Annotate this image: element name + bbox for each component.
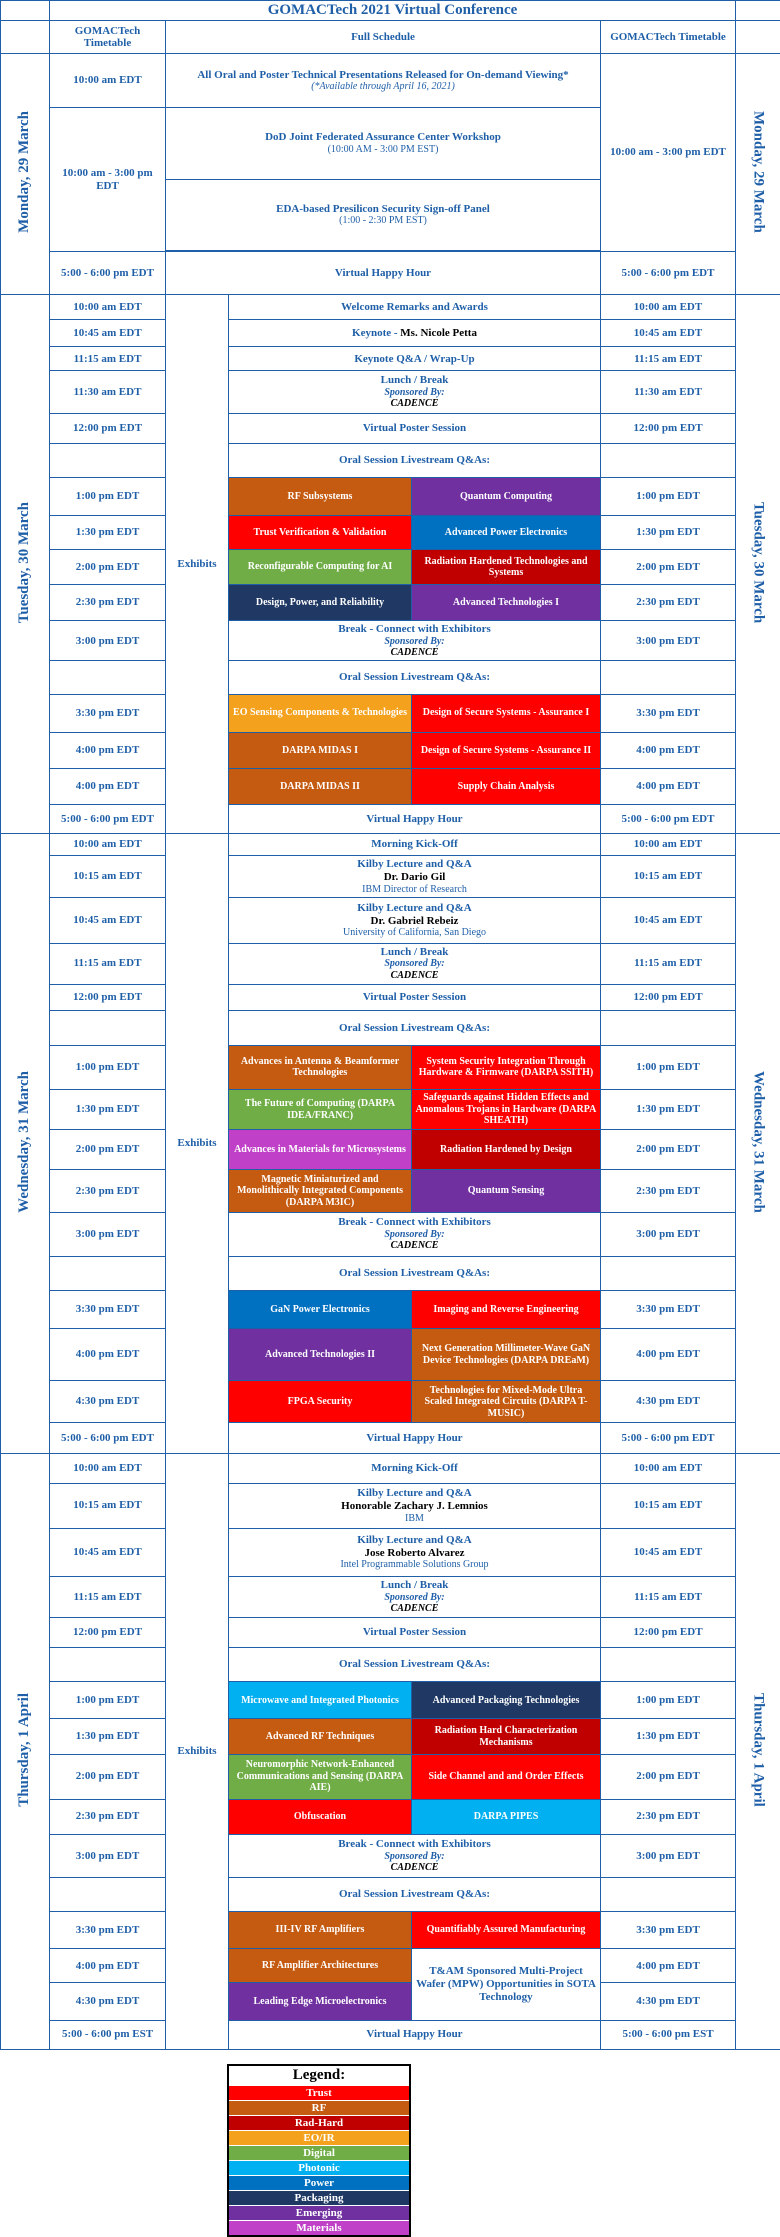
session-trust: Imaging and Reverse Engineering xyxy=(412,1290,601,1328)
session-radhard: Radiation Hardened by Design xyxy=(412,1130,601,1170)
exhibits-cell: Exhibits xyxy=(166,1454,229,2050)
speaker-org: IBM xyxy=(232,1513,597,1525)
time-cell-right: 1:00 pm EDT xyxy=(601,1682,736,1719)
section-header: Oral Session Livestream Q&As: xyxy=(229,1878,601,1912)
header-timetable-left: GOMACTech Timetable xyxy=(50,21,166,54)
time-cell: 2:00 pm EDT xyxy=(50,550,166,585)
event-cell: Kilby Lecture and Q&A Dr. Gabriel Rebeiz University of California, San Diego xyxy=(229,898,601,943)
event-title: DoD Joint Federated Assurance Center Workshop xyxy=(265,131,501,143)
time-cell-right: 11:30 am EDT xyxy=(601,371,736,413)
event-cell: Lunch / Break Sponsored By: CADENCE xyxy=(229,1576,601,1617)
time-cell-right: 5:00 - 6:00 pm EDT xyxy=(601,805,736,834)
time-cell-right: 10:00 am - 3:00 pm EDT xyxy=(601,54,736,252)
event-cell: Keynote - Ms. Nicole Petta xyxy=(229,320,601,347)
event-cell xyxy=(166,179,601,250)
time-cell-right: 2:00 pm EDT xyxy=(601,1130,736,1170)
session-trust: Safeguards against Hidden Effects and Anomalous Trojans in Hardware (DARPA SHEATH) xyxy=(412,1090,601,1130)
time-cell-empty xyxy=(601,1648,736,1682)
session-rf: Advanced RF Techniques xyxy=(229,1719,412,1754)
day-label-thursday-left: Thursday, 1 April xyxy=(1,1454,50,2050)
page-title: GOMACTech 2021 Virtual Conference xyxy=(50,1,736,21)
session-trust: Supply Chain Analysis xyxy=(412,768,601,804)
time-cell: 10:00 am EDT xyxy=(50,295,166,320)
event-cell: Virtual Happy Hour xyxy=(229,805,601,834)
right-margin-cell xyxy=(736,1,780,21)
time-cell: 2:30 pm EDT xyxy=(50,1799,166,1834)
time-cell: 3:00 pm EDT xyxy=(50,1834,166,1877)
header-spacer-left xyxy=(1,21,50,54)
legend-item-photonic: Photonic xyxy=(228,2161,410,2176)
time-cell: 12:00 pm EDT xyxy=(50,1618,166,1648)
legend-item-materials: Materials xyxy=(228,2221,410,2237)
header-timetable-right: GOMACTech Timetable xyxy=(601,21,736,54)
time-cell: 10:00 am - 3:00 pm EDT xyxy=(50,108,166,252)
time-cell: 4:00 pm EDT xyxy=(50,768,166,804)
time-cell-right: 3:00 pm EDT xyxy=(601,621,736,661)
event-cell: Virtual Poster Session xyxy=(229,413,601,443)
time-cell-right: 3:00 pm EDT xyxy=(601,1212,736,1256)
event-cell xyxy=(166,54,601,108)
time-cell-empty xyxy=(601,1256,736,1290)
time-cell: 10:45 am EDT xyxy=(50,898,166,943)
session-digital: Neuromorphic Network-Enhanced Communications and Sensing (DARPA AIE) xyxy=(229,1754,412,1799)
event-title: EDA-based Presilicon Security Sign-off Panel xyxy=(276,203,490,215)
legend-title: Legend: xyxy=(228,2065,410,2086)
speaker-name: Dr. Dario Gil xyxy=(232,871,597,884)
session-trust: Trust Verification & Validation xyxy=(229,515,412,549)
session-materials: Advances in Materials for Microsystems xyxy=(229,1130,412,1170)
event-cell: Break - Connect with Exhibitors Sponsored By: CADENCE xyxy=(229,621,601,661)
time-cell: 4:00 pm EDT xyxy=(50,1328,166,1380)
exhibits-cell: Exhibits xyxy=(166,834,229,1454)
event-cell: Keynote Q&A / Wrap-Up xyxy=(229,347,601,371)
header-full-schedule: Full Schedule xyxy=(166,21,601,54)
speaker-org: University of California, San Diego xyxy=(232,927,597,939)
session-emerging: Quantum Computing xyxy=(412,477,601,515)
day-label-monday-left: Monday, 29 March xyxy=(1,54,50,295)
legend-item-radhard: Rad-Hard xyxy=(228,2116,410,2131)
section-header: Oral Session Livestream Q&As: xyxy=(229,661,601,694)
time-cell-right: 4:30 pm EDT xyxy=(601,1381,736,1423)
session-photonic: Microwave and Integrated Photonics xyxy=(229,1682,412,1719)
time-cell: 5:00 - 6:00 pm EST xyxy=(50,2020,166,2049)
speaker-org: IBM Director of Research xyxy=(232,884,597,896)
time-cell: 1:00 pm EDT xyxy=(50,477,166,515)
day-label-tuesday-right: Tuesday, 30 March xyxy=(736,295,780,834)
day-label-wednesday-right: Wednesday, 31 March xyxy=(736,834,780,1454)
speaker-name: Ms. Nicole Petta xyxy=(400,327,477,339)
session-rf: Next Generation Millimeter-Wave GaN Device Technologies (DARPA DREaM) xyxy=(412,1328,601,1380)
event-cell: Lunch / Break Sponsored By: CADENCE xyxy=(229,371,601,413)
time-cell: 4:00 pm EDT xyxy=(50,732,166,768)
sponsor-name: CADENCE xyxy=(232,398,597,410)
time-cell: 10:00 am EDT xyxy=(50,1454,166,1483)
speaker-name: Jose Roberto Alvarez xyxy=(232,1547,597,1560)
event-cell xyxy=(166,108,601,179)
time-cell-right: 4:30 pm EDT xyxy=(601,1983,736,2020)
time-cell-right: 1:30 pm EDT xyxy=(601,1090,736,1130)
time-cell-right: 4:00 pm EDT xyxy=(601,1949,736,1983)
sponsor-name: CADENCE xyxy=(232,970,597,982)
time-cell-right: 10:00 am EDT xyxy=(601,834,736,856)
time-cell: 10:45 am EDT xyxy=(50,1528,166,1576)
day-label-wednesday-left: Wednesday, 31 March xyxy=(1,834,50,1454)
time-cell: 1:30 pm EDT xyxy=(50,1090,166,1130)
event-time: (10:00 AM - 3:00 PM EST) xyxy=(169,144,597,156)
time-cell-empty xyxy=(601,1010,736,1045)
time-cell-right: 10:45 am EDT xyxy=(601,898,736,943)
event-cell: Kilby Lecture and Q&A Honorable Zachary J. Lemnios IBM xyxy=(229,1483,601,1528)
time-cell-right: 3:30 pm EDT xyxy=(601,1912,736,1949)
sponsor-name: CADENCE xyxy=(232,647,597,659)
time-cell: 3:30 pm EDT xyxy=(50,1290,166,1328)
time-cell: 1:30 pm EDT xyxy=(50,515,166,549)
time-cell-right: 10:45 am EDT xyxy=(601,1528,736,1576)
time-cell: 11:30 am EDT xyxy=(50,371,166,413)
time-cell-right: 1:30 pm EDT xyxy=(601,1719,736,1754)
section-header: Oral Session Livestream Q&As: xyxy=(229,443,601,477)
event-cell: Kilby Lecture and Q&A Dr. Dario Gil IBM Director of Research xyxy=(229,856,601,898)
time-cell-empty xyxy=(50,1256,166,1290)
time-cell: 10:15 am EDT xyxy=(50,1483,166,1528)
time-cell: 10:45 am EDT xyxy=(50,320,166,347)
time-cell: 10:00 am EDT xyxy=(50,834,166,856)
session-trust: Design of Secure Systems - Assurance II xyxy=(412,732,601,768)
event-title: All Oral and Poster Technical Presentations Released for On-demand Viewing* xyxy=(197,69,568,81)
time-cell: 3:30 pm EDT xyxy=(50,1912,166,1949)
time-cell-right: 12:00 pm EDT xyxy=(601,413,736,443)
event-cell: Virtual Happy Hour xyxy=(166,251,601,294)
event-cell: Break - Connect with Exhibitors Sponsored By: CADENCE xyxy=(229,1212,601,1256)
header-spacer-right xyxy=(736,21,780,54)
speaker-name: Dr. Gabriel Rebeiz xyxy=(232,915,597,928)
event-cell: Lunch / Break Sponsored By: CADENCE xyxy=(229,943,601,984)
time-cell-right: 2:30 pm EDT xyxy=(601,1170,736,1212)
time-cell-empty xyxy=(50,661,166,694)
time-cell: 11:15 am EDT xyxy=(50,347,166,371)
event-time: (1:00 - 2:30 PM EST) xyxy=(169,215,597,227)
session-rf: DARPA MIDAS I xyxy=(229,732,412,768)
session-white: T&AM Sponsored Multi-Project Wafer (MPW) Opportunities in SOTA Technology xyxy=(412,1949,601,2020)
time-cell-right: 1:30 pm EDT xyxy=(601,515,736,549)
time-cell-right: 5:00 - 6:00 pm EST xyxy=(601,2020,736,2049)
legend-item-trust: Trust xyxy=(228,2086,410,2101)
sponsor-name: CADENCE xyxy=(232,1240,597,1252)
session-photonic: DARPA PIPES xyxy=(412,1799,601,1834)
session-rf: III-IV RF Amplifiers xyxy=(229,1912,412,1949)
session-rf: DARPA MIDAS II xyxy=(229,768,412,804)
time-cell: 1:00 pm EDT xyxy=(50,1682,166,1719)
session-emerging: Advanced Technologies II xyxy=(229,1328,412,1380)
session-digital: Reconfigurable Computing for AI xyxy=(229,550,412,585)
time-cell: 1:00 pm EDT xyxy=(50,1045,166,1089)
time-cell-right: 3:30 pm EDT xyxy=(601,694,736,732)
time-cell-empty xyxy=(50,1878,166,1912)
time-cell: 5:00 - 6:00 pm EDT xyxy=(50,1423,166,1454)
time-cell-right: 3:00 pm EDT xyxy=(601,1834,736,1877)
time-cell-right: 2:30 pm EDT xyxy=(601,1799,736,1834)
time-cell-right: 1:00 pm EDT xyxy=(601,1045,736,1089)
time-cell-empty xyxy=(601,443,736,477)
session-eoir: EO Sensing Components & Technologies xyxy=(229,694,412,732)
time-cell-empty xyxy=(601,1878,736,1912)
speaker-org: Intel Programmable Solutions Group xyxy=(232,1559,597,1571)
exhibits-cell: Exhibits xyxy=(166,295,229,834)
time-cell-right: 3:30 pm EDT xyxy=(601,1290,736,1328)
time-cell-right: 1:00 pm EDT xyxy=(601,477,736,515)
session-rf: RF Subsystems xyxy=(229,477,412,515)
session-radhard: Radiation Hard Characterization Mechanisms xyxy=(412,1719,601,1754)
time-cell: 12:00 pm EDT xyxy=(50,984,166,1010)
time-cell: 4:00 pm EDT xyxy=(50,1949,166,1983)
event-cell: Morning Kick-Off xyxy=(229,1454,601,1483)
time-cell: 2:00 pm EDT xyxy=(50,1130,166,1170)
event-note: (*Available through April 16, 2021) xyxy=(169,81,597,93)
time-cell-right: 10:15 am EDT xyxy=(601,856,736,898)
session-rf: RF Amplifier Architectures xyxy=(229,1949,412,1983)
time-cell-empty xyxy=(50,443,166,477)
session-power: Advanced Power Electronics xyxy=(412,515,601,549)
left-margin-cell xyxy=(1,1,50,21)
day-label-tuesday-left: Tuesday, 30 March xyxy=(1,295,50,834)
time-cell: 5:00 - 6:00 pm EDT xyxy=(50,251,166,294)
legend xyxy=(227,2064,411,2237)
session-trust: Quantifiably Assured Manufacturing xyxy=(412,1912,601,1949)
time-cell-right: 12:00 pm EDT xyxy=(601,1618,736,1648)
event-cell: Virtual Poster Session xyxy=(229,1618,601,1648)
time-cell: 2:30 pm EDT xyxy=(50,1170,166,1212)
session-packaging: Advanced Packaging Technologies xyxy=(412,1682,601,1719)
time-cell-right: 2:00 pm EDT xyxy=(601,1754,736,1799)
section-header: Oral Session Livestream Q&As: xyxy=(229,1010,601,1045)
session-trust: Design of Secure Systems - Assurance I xyxy=(412,694,601,732)
session-trust: FPGA Security xyxy=(229,1381,412,1423)
event-cell: Virtual Happy Hour xyxy=(229,1423,601,1454)
time-cell: 3:30 pm EDT xyxy=(50,694,166,732)
time-cell: 2:30 pm EDT xyxy=(50,585,166,621)
time-cell-right: 4:00 pm EDT xyxy=(601,768,736,804)
time-cell: 10:15 am EDT xyxy=(50,856,166,898)
session-digital: The Future of Computing (DARPA IDEA/FRANC) xyxy=(229,1090,412,1130)
time-cell-right: 5:00 - 6:00 pm EDT xyxy=(601,1423,736,1454)
event-cell: Welcome Remarks and Awards xyxy=(229,295,601,320)
time-cell-right: 5:00 - 6:00 pm EDT xyxy=(601,251,736,294)
time-cell: 10:00 am EDT xyxy=(50,54,166,108)
time-cell: 1:30 pm EDT xyxy=(50,1719,166,1754)
time-cell-right: 10:45 am EDT xyxy=(601,320,736,347)
time-cell: 3:00 pm EDT xyxy=(50,621,166,661)
legend-item-eoir: EO/IR xyxy=(228,2131,410,2146)
session-power: GaN Power Electronics xyxy=(229,1290,412,1328)
legend-item-digital: Digital xyxy=(228,2146,410,2161)
legend-item-packaging: Packaging xyxy=(228,2191,410,2206)
time-cell: 4:30 pm EDT xyxy=(50,1381,166,1423)
legend-item-rf: RF xyxy=(228,2101,410,2116)
time-cell: 12:00 pm EDT xyxy=(50,413,166,443)
sponsor-name: CADENCE xyxy=(232,1862,597,1874)
time-cell-empty xyxy=(50,1010,166,1045)
time-cell-right: 2:00 pm EDT xyxy=(601,550,736,585)
session-rf: Technologies for Mixed-Mode Ultra Scaled Integrated Circuits (DARPA T-MUSIC) xyxy=(412,1381,601,1423)
session-rf: Magnetic Miniaturized and Monolithically Integrated Components (DARPA M3IC) xyxy=(229,1170,412,1212)
legend-item-power: Power xyxy=(228,2176,410,2191)
time-cell: 5:00 - 6:00 pm EDT xyxy=(50,805,166,834)
time-cell-right: 11:15 am EDT xyxy=(601,1576,736,1617)
time-cell-right: 10:00 am EDT xyxy=(601,295,736,320)
session-rf: Advances in Antenna & Beamformer Technologies xyxy=(229,1045,412,1089)
time-cell: 2:00 pm EDT xyxy=(50,1754,166,1799)
day-label-thursday-right: Thursday, 1 April xyxy=(736,1454,780,2050)
time-cell-right: 12:00 pm EDT xyxy=(601,984,736,1010)
session-trust: Side Channel and and Order Effects xyxy=(412,1754,601,1799)
speaker-name: Honorable Zachary J. Lemnios xyxy=(232,1500,597,1513)
sponsor-name: CADENCE xyxy=(232,1603,597,1615)
event-cell: Break - Connect with Exhibitors Sponsored By: CADENCE xyxy=(229,1834,601,1877)
event-cell: Kilby Lecture and Q&A Jose Roberto Alvarez Intel Programmable Solutions Group xyxy=(229,1528,601,1576)
time-cell-right: 11:15 am EDT xyxy=(601,347,736,371)
session-emerging: Leading Edge Microelectronics xyxy=(229,1983,412,2020)
time-cell-right: 4:00 pm EDT xyxy=(601,732,736,768)
section-header: Oral Session Livestream Q&As: xyxy=(229,1648,601,1682)
legend-item-emerging: Emerging xyxy=(228,2206,410,2221)
time-cell-right: 2:30 pm EDT xyxy=(601,585,736,621)
time-cell: 4:30 pm EDT xyxy=(50,1983,166,2020)
section-header: Oral Session Livestream Q&As: xyxy=(229,1256,601,1290)
session-packaging: Design, Power, and Reliability xyxy=(229,585,412,621)
session-emerging: Quantum Sensing xyxy=(412,1170,601,1212)
day-label-monday-right: Monday, 29 March xyxy=(736,54,780,295)
event-cell: Virtual Poster Session xyxy=(229,984,601,1010)
event-cell: Virtual Happy Hour xyxy=(229,2020,601,2049)
session-emerging: Advanced Technologies I xyxy=(412,585,601,621)
time-cell-empty xyxy=(601,661,736,694)
time-cell: 11:15 am EDT xyxy=(50,943,166,984)
time-cell-right: 11:15 am EDT xyxy=(601,943,736,984)
session-radhard: Radiation Hardened Technologies and Systems xyxy=(412,550,601,585)
time-cell-right: 10:00 am EDT xyxy=(601,1454,736,1483)
session-trust: Obfuscation xyxy=(229,1799,412,1834)
event-cell: Morning Kick-Off xyxy=(229,834,601,856)
time-cell: 3:00 pm EDT xyxy=(50,1212,166,1256)
session-trust: System Security Integration Through Hardware & Firmware (DARPA SSITH) xyxy=(412,1045,601,1089)
time-cell-right: 4:00 pm EDT xyxy=(601,1328,736,1380)
time-cell: 11:15 am EDT xyxy=(50,1576,166,1617)
time-cell-right: 10:15 am EDT xyxy=(601,1483,736,1528)
time-cell-empty xyxy=(50,1648,166,1682)
